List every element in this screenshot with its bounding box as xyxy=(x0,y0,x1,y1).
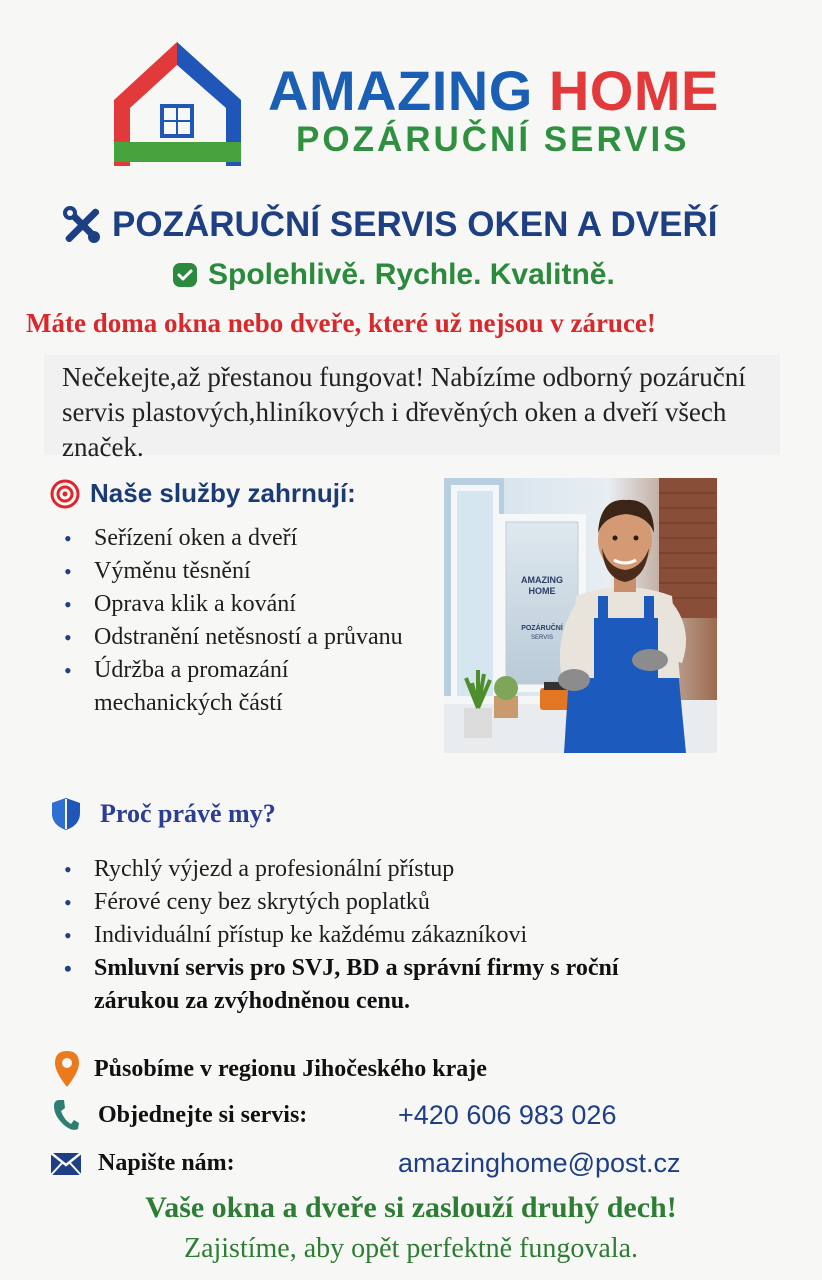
list-item: • Rychlý výjezd a profesionální přístup xyxy=(58,853,758,886)
mail-label: Napište nám: xyxy=(98,1150,235,1176)
mail-icon xyxy=(50,1152,82,1176)
list-item: • Výměnu těsnění xyxy=(58,555,418,588)
region-text: Působíme v regionu Jihočeského kraje xyxy=(94,1056,487,1082)
window-label-1: AMAZING xyxy=(521,575,563,585)
shield-icon xyxy=(50,796,82,832)
house-logo-icon xyxy=(110,38,245,166)
window-label-3: POZÁRUČNÍ xyxy=(521,625,563,632)
why-list xyxy=(58,853,758,1018)
page-title-text: POZÁRUČNÍ SERVIS OKEN A DVEŘÍ xyxy=(112,205,718,244)
check-badge-icon xyxy=(172,262,198,288)
list-item: • Oprava klik a kování xyxy=(58,588,418,621)
footer-slogan: Vaše okna a dveře si zaslouží druhý dech! xyxy=(145,1191,677,1224)
brand-name-part1: AMAZING xyxy=(268,59,533,122)
services-heading-text: Naše služby zahrnují: xyxy=(90,478,356,508)
footer-subslogan: Zajistíme, aby opět perfektně fungovala. xyxy=(183,1233,639,1264)
phone-number[interactable]: +420 606 983 026 xyxy=(398,1100,617,1130)
headline-question: Máte doma okna nebo dveře, které už nejsou v záruce! xyxy=(26,308,656,338)
why-heading-text: Proč právě my? xyxy=(100,799,276,828)
list-item: • Individuální přístup ke každému zákazníkovi xyxy=(58,919,758,952)
list-item: • Seřízení oken a dveří xyxy=(58,522,418,555)
intro-text: Nečekejte,až přestanou fungovat! Nabízíme odborný pozáruční servis plastových,hliníkových i dřevěných oken a dveří všech značek. xyxy=(62,362,746,462)
email-link[interactable]: amazinghome@post.cz xyxy=(398,1148,681,1178)
brand-name-part2: HOME xyxy=(548,59,719,122)
window-label-4: SERVIS xyxy=(531,635,553,641)
window-label-2: HOME xyxy=(528,586,556,596)
list-item: • Férové ceny bez skrytých poplatků xyxy=(58,886,758,919)
why-heading xyxy=(50,796,276,832)
tagline xyxy=(172,258,615,292)
location-pin-icon xyxy=(54,1050,80,1088)
target-icon xyxy=(50,479,80,509)
list-item-bold: • Smluvní servis pro SVJ, BD a správní firmy s roční zárukou za zvýhodněnou cenu. xyxy=(58,952,654,1018)
list-item: • Údržba a promazání mechanických částí xyxy=(58,654,418,720)
tagline-text: Spolehlivě. Rychle. Kvalitně. xyxy=(208,258,615,291)
brand-name xyxy=(268,58,719,123)
page-title xyxy=(62,205,717,245)
list-item: • Odstranění netěsností a průvanu xyxy=(58,621,418,654)
brand-subtitle: POZÁRUČNÍ SERVIS xyxy=(296,120,690,159)
services-list xyxy=(58,522,418,720)
services-heading xyxy=(50,478,356,509)
technician-photo xyxy=(444,478,717,753)
order-label: Objednejte si servis: xyxy=(98,1102,308,1128)
tools-icon xyxy=(62,205,102,245)
phone-icon xyxy=(52,1098,80,1132)
